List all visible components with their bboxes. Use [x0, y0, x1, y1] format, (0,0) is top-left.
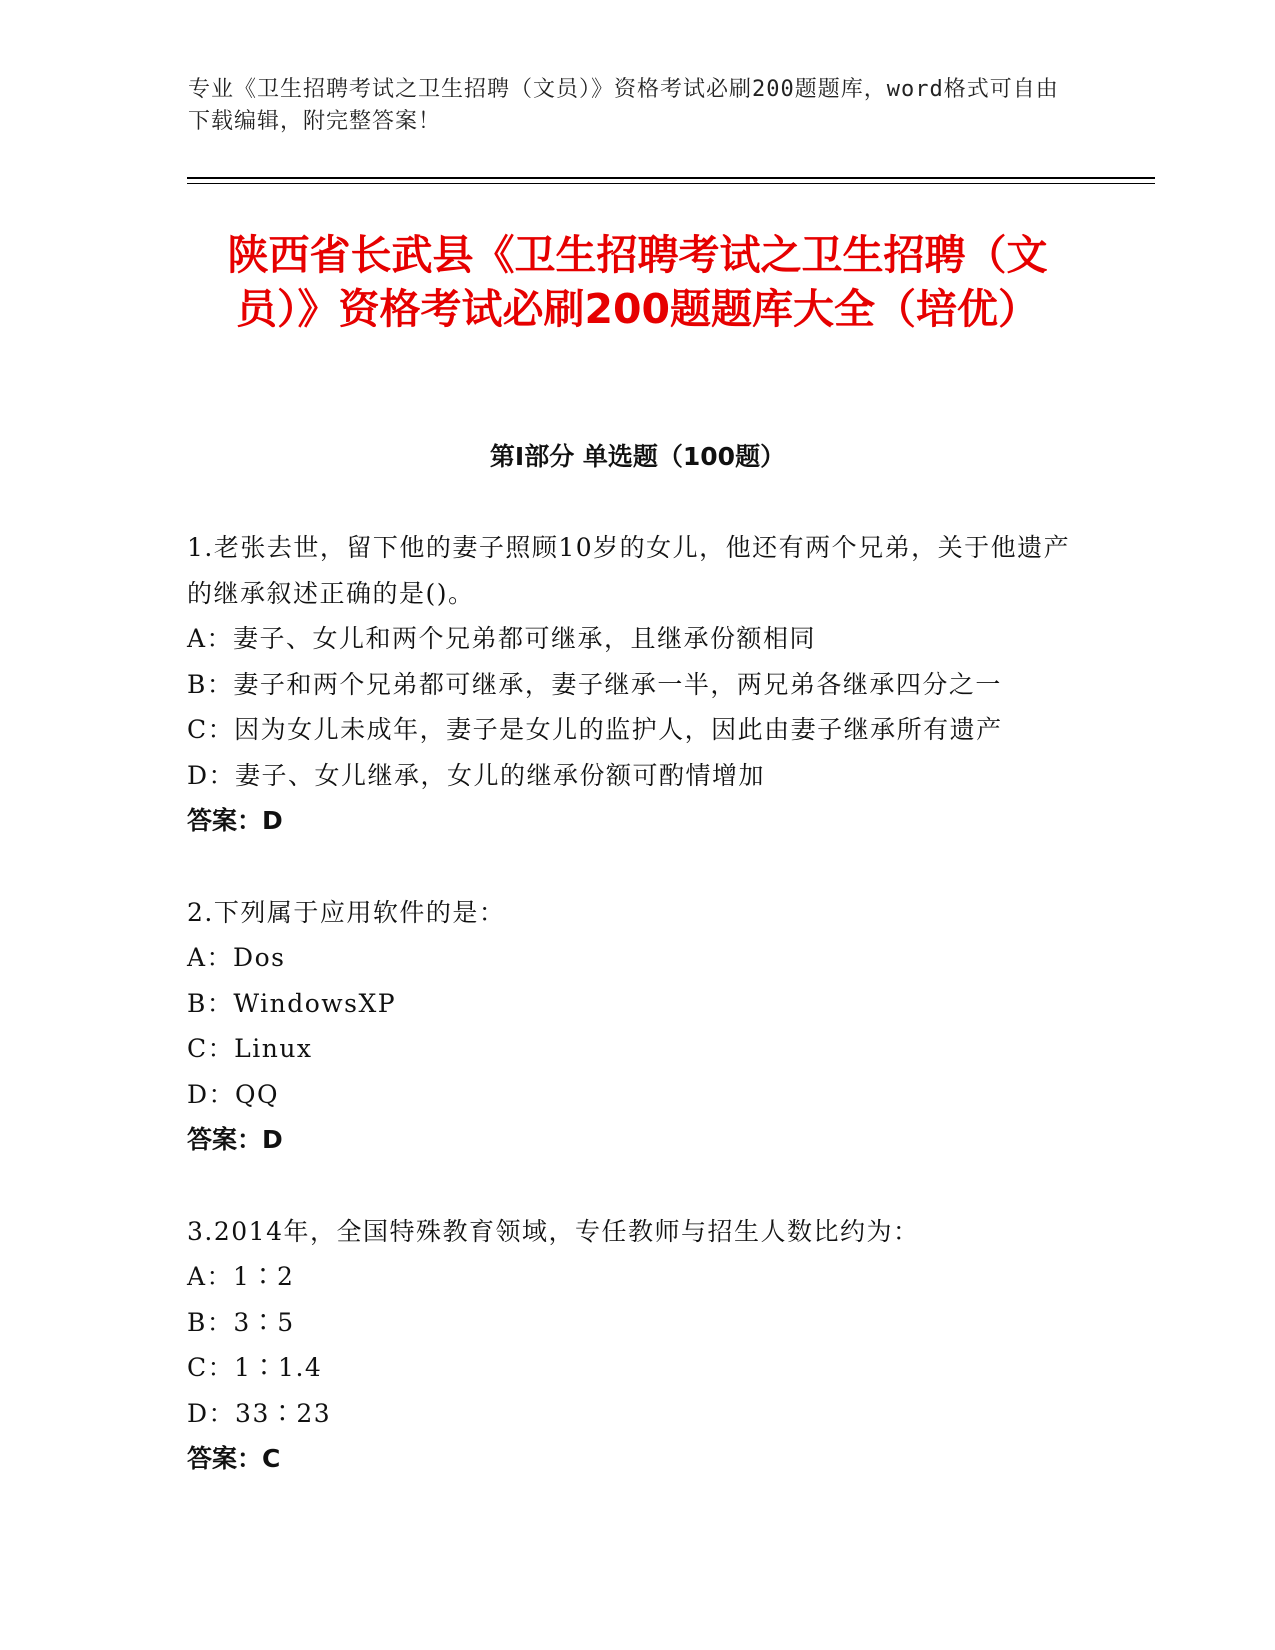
option-a: A：妻子、女儿和两个兄弟都可继承，且继承份额相同 [187, 624, 817, 653]
question-1 [187, 525, 1087, 844]
option-a: A：1∶2 [187, 1262, 295, 1291]
question-stem: 1.老张去世，留下他的妻子照顾10岁的女儿，他还有两个兄弟，关于他遗产的继承叙述正确的是()。 [187, 533, 1071, 608]
option-b: B：WindowsXP [187, 988, 397, 1018]
option-d: D：妻子、女儿继承，女儿的继承份额可酌情增加 [187, 760, 766, 790]
document-title: 陕西省长武县《卫生招聘考试之卫生招聘（文员）》资格考试必刷200题题库大全（培优） [227, 231, 1048, 333]
option-b: B：3∶5 [187, 1307, 295, 1337]
section-title: 第I部分 单选题（100题） [489, 442, 786, 471]
header-divider-thick [187, 177, 1155, 179]
answer: 答案：D [187, 1125, 283, 1154]
option-a: A：Dos [187, 943, 286, 972]
option-c: C：因为女儿未成年，妻子是女儿的监护人，因此由妻子继承所有遗产 [187, 715, 1003, 744]
option-c: C：Linux [187, 1034, 313, 1063]
option-d: D：33∶23 [187, 1398, 332, 1428]
question-2 [187, 890, 1087, 1163]
header-divider-thin [187, 183, 1155, 184]
answer: 答案：D [187, 806, 283, 835]
option-b: B：妻子和两个兄弟都可继承，妻子继承一半，两兄弟各继承四分之一 [187, 669, 1002, 699]
question-stem: 2.下列属于应用软件的是： [187, 897, 506, 927]
option-d: D：QQ [187, 1079, 280, 1109]
question-list [187, 525, 1087, 1528]
question-3 [187, 1209, 1087, 1482]
answer: 答案：C [187, 1444, 281, 1473]
option-c: C：1∶1.4 [187, 1353, 323, 1382]
header-note: 专业《卫生招聘考试之卫生招聘（文员）》资格考试必刷200题题库，word格式可自由下载编辑，附完整答案！ [188, 77, 1059, 134]
question-stem: 3.2014年，全国特殊教育领域，专任教师与招生人数比约为： [187, 1216, 920, 1246]
